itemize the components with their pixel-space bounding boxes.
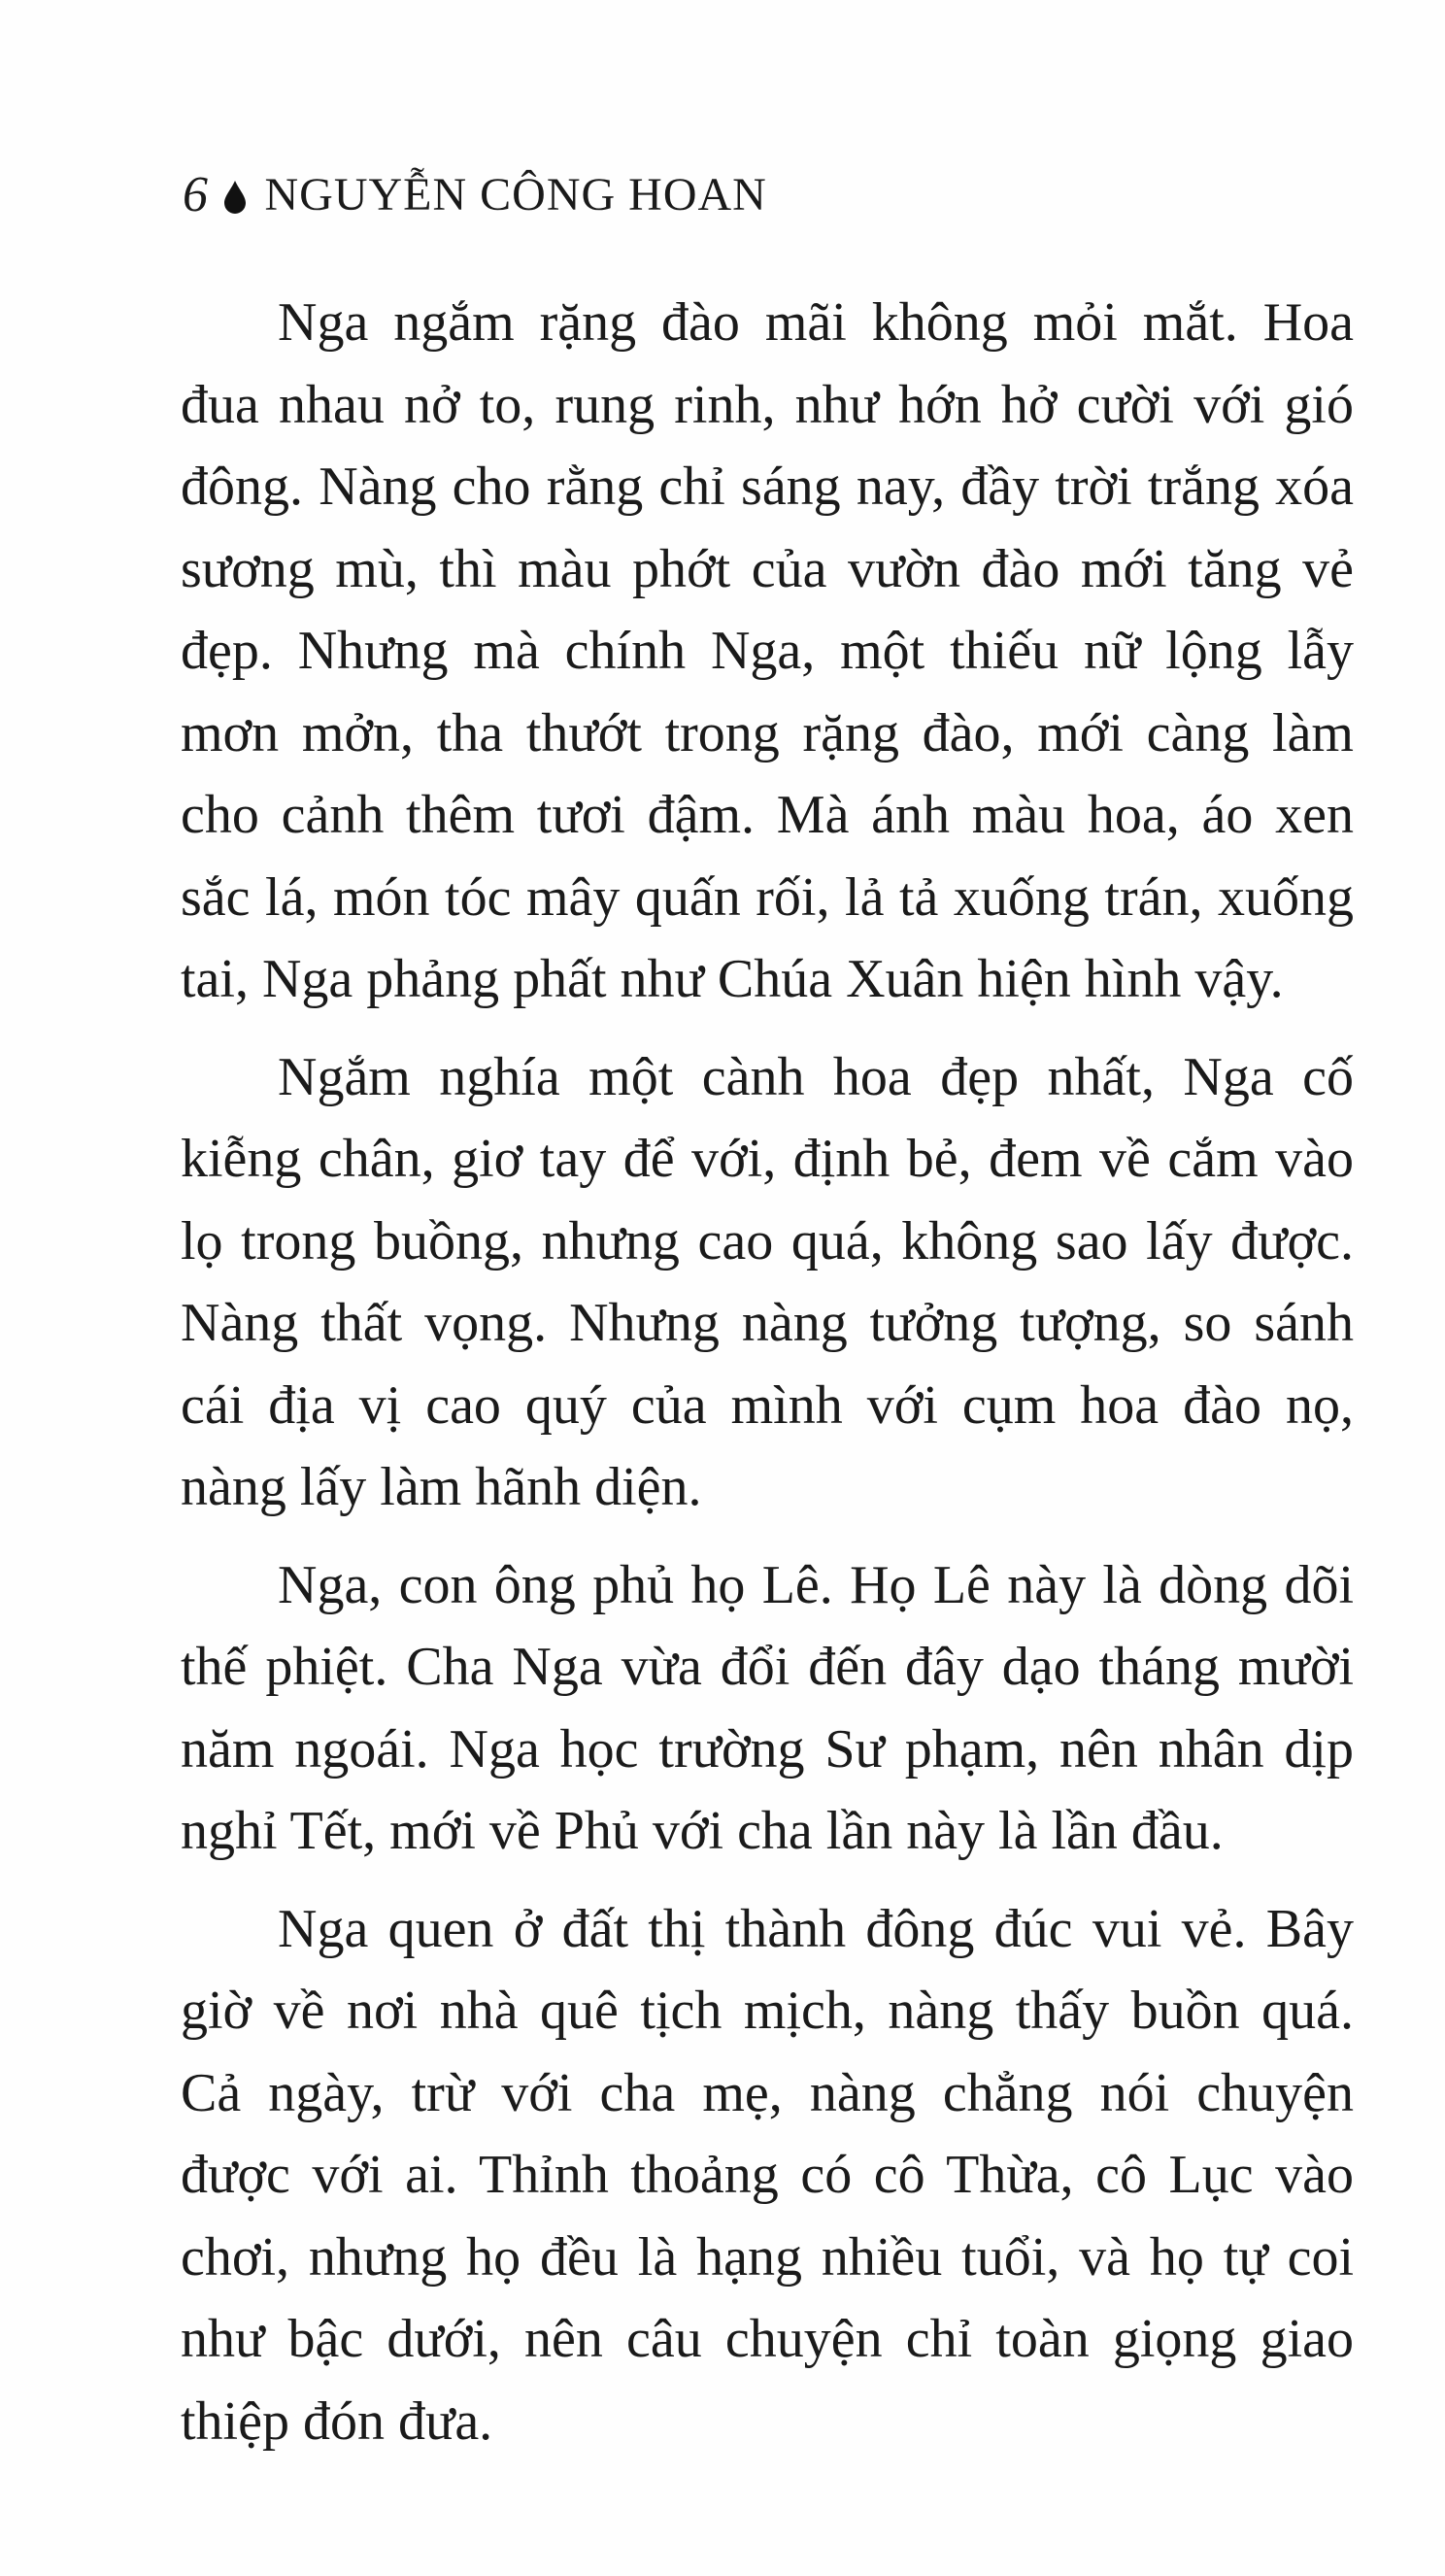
text-line: Nga ngắm rặng đào mãi không mỏi mắt. Hoa (278, 292, 1354, 353)
text-line: Cả ngày, trừ với cha mẹ, nàng chẳng nói chuyện (181, 2062, 1354, 2123)
paragraph-4 (181, 1888, 1354, 2463)
paragraph-2 (181, 1036, 1354, 1529)
text-line: được với ai. Thỉnh thoảng có cô Thừa, cô Lục vào (181, 2145, 1354, 2205)
text-line: giờ về nơi nhà quê tịch mịch, nàng thấy buồn quá. (181, 1981, 1354, 2041)
text-line: thiệp đón đưa. (181, 2390, 493, 2452)
text-line: đông. Nàng cho rằng chỉ sáng nay, đầy trời trắng xóa (181, 457, 1354, 517)
text-line: mơn mởn, tha thướt trong rặng đào, mới càng làm (181, 702, 1354, 763)
text-line: năm ngoái. Nga học trường Sư phạm, nên nhân dịp (181, 1718, 1354, 1779)
text-line: đua nhau nở to, rung rinh, như hớn hở cười với gió (181, 374, 1354, 435)
text-line: kiễng chân, giơ tay để với, định bẻ, đem về cắm vào (181, 1129, 1354, 1189)
text-line: sắc lá, món tóc mây quấn rối, lả tả xuống trán, xuống (181, 866, 1354, 928)
body-text (181, 282, 1354, 2478)
text-line: Nga, con ông phủ họ Lê. Họ Lê này là dòng dõi (278, 1554, 1354, 1615)
page-number: 6 (183, 166, 209, 222)
book-author: NGUYỄN CÔNG HOAN (264, 168, 767, 220)
text-line: nàng lấy làm hãnh diện. (181, 1457, 702, 1517)
text-line: sương mù, thì màu phớt của vườn đào mới tăng vẻ (181, 538, 1354, 599)
paragraph-1 (181, 282, 1354, 1021)
text-line: chơi, nhưng họ đều là hạng nhiều tuổi, và họ tự coi (181, 2226, 1354, 2288)
running-head (183, 155, 767, 233)
text-line: như bậc dưới, nên câu chuyện chỉ toàn giọng giao (181, 2309, 1354, 2369)
text-line: Nga quen ở đất thị thành đông đúc vui vẻ. Bây (278, 1898, 1354, 1959)
text-line: lọ trong buồng, nhưng cao quá, không sao lấy được. (181, 1210, 1354, 1271)
text-line: thế phiệt. Cha Nga vừa đổi đến đây dạo tháng mười (181, 1637, 1354, 1697)
paragraph-3 (181, 1544, 1354, 1873)
text-line: đẹp. Nhưng mà chính Nga, một thiếu nữ lộng lẫy (181, 621, 1354, 681)
text-line: nghỉ Tết, mới về Phủ với cha lần này là lần đầu. (181, 1801, 1224, 1861)
drop-icon (222, 180, 248, 215)
text-line: Ngắm nghía một cành hoa đẹp nhất, Nga cố (278, 1046, 1354, 1107)
text-line: Nàng thất vọng. Nhưng nàng tưởng tượng, so sánh (181, 1293, 1354, 1353)
text-line: cái địa vị cao quý của mình với cụm hoa đào nọ, (181, 1374, 1354, 1436)
text-line: cho cảnh thêm tươi đậm. Mà ánh màu hoa, áo xen (181, 785, 1354, 845)
text-line: tai, Nga phảng phất như Chúa Xuân hiện hình vậy. (181, 949, 1284, 1009)
